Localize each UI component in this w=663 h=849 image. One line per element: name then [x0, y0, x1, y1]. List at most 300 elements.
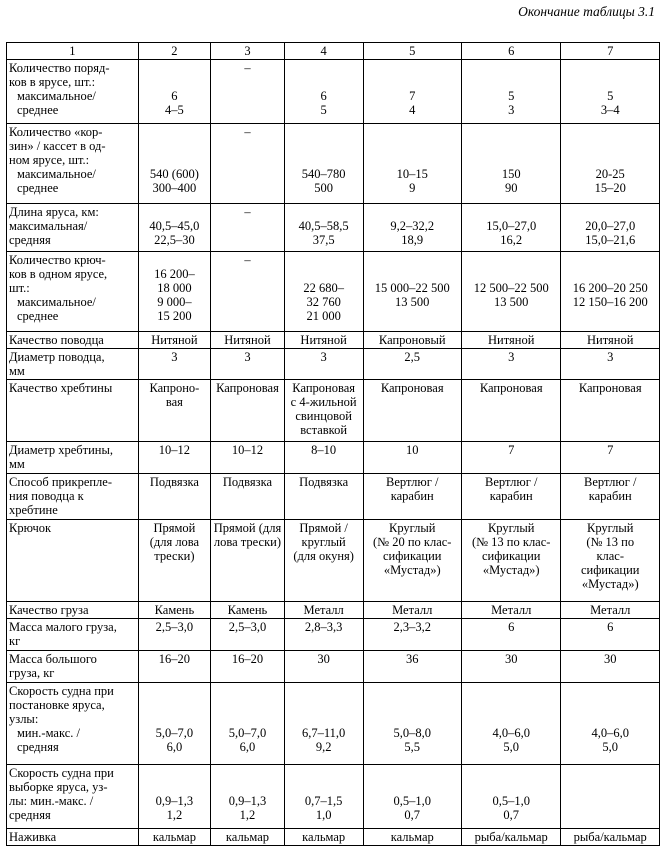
row-label-line: Масса малого груза,	[9, 620, 117, 634]
value-cell	[561, 520, 660, 602]
value-line: «Мустад»)	[482, 563, 540, 577]
value-cell	[561, 474, 660, 520]
value-line	[464, 61, 559, 75]
value-line	[563, 712, 657, 726]
value-line: 16,2	[500, 233, 523, 247]
value-line: 0,7–1,5	[304, 794, 343, 808]
value-cell	[284, 60, 363, 124]
value-line: Вертлюг /	[584, 475, 637, 489]
value-line: 7	[409, 89, 416, 103]
value-line: 10–12	[158, 443, 191, 457]
value-line: 90	[504, 181, 518, 195]
value-cell	[461, 332, 561, 349]
value-cell	[211, 60, 285, 124]
value-line	[366, 766, 459, 780]
row-label-line: Крючок	[9, 521, 52, 535]
value-cell	[363, 204, 461, 252]
row-label	[7, 442, 139, 474]
value-line: 7	[508, 443, 515, 457]
header-cell-3: 3	[211, 43, 285, 60]
value-line	[464, 766, 559, 780]
value-line: 3	[171, 350, 178, 364]
value-line: Прямой /	[299, 521, 348, 535]
value-line: 2,5–3,0	[228, 620, 267, 634]
row-label	[7, 683, 139, 765]
row-label-line: кг	[9, 634, 21, 648]
value-line: (для окуня)	[293, 549, 354, 563]
value-line: кальмар	[390, 830, 434, 844]
value-line: Круглый	[487, 521, 535, 535]
value-cell	[363, 602, 461, 619]
value-line: с 4-жильной	[290, 395, 357, 409]
value-line: Капроно-	[149, 381, 200, 395]
value-line: 500	[314, 181, 333, 195]
value-line	[213, 780, 282, 794]
value-line: Прямой	[153, 521, 196, 535]
value-line: 6,0	[166, 740, 183, 754]
row-label	[7, 332, 139, 349]
value-line: 3	[320, 350, 327, 364]
row-label	[7, 60, 139, 124]
value-line: вставкой	[300, 423, 348, 437]
value-line: 9 000–	[157, 295, 192, 309]
value-cell	[284, 520, 363, 602]
value-line: Нитяной	[488, 333, 535, 347]
value-line: кальмар	[225, 830, 270, 844]
value-line: 5	[320, 103, 327, 117]
value-line	[141, 153, 209, 167]
value-cell	[284, 204, 363, 252]
table-row	[7, 520, 660, 602]
value-line: 5,5	[404, 740, 421, 754]
row-label-line: Количество крюч-	[9, 253, 106, 267]
value-line: 5	[607, 89, 614, 103]
row-label-line: Скорость судна при	[9, 766, 114, 780]
value-cell	[561, 651, 660, 683]
table-row	[7, 474, 660, 520]
value-line	[366, 61, 459, 75]
row-label	[7, 204, 139, 252]
value-line: Капроновая	[479, 381, 543, 395]
value-line	[563, 205, 657, 219]
value-line: 18 000	[157, 281, 192, 295]
value-cell	[284, 380, 363, 442]
value-cell	[561, 619, 660, 651]
value-line: Капроновая	[216, 381, 279, 395]
value-line	[464, 125, 559, 139]
row-label	[7, 474, 139, 520]
value-cell	[138, 60, 211, 124]
value-line: 22 680–	[303, 281, 344, 295]
value-line: 37,5	[312, 233, 335, 247]
value-line	[366, 780, 459, 794]
value-line: Капроновая	[578, 381, 642, 395]
value-line: 2,8–3,3	[304, 620, 343, 634]
value-cell	[561, 252, 660, 332]
value-cell	[363, 474, 461, 520]
value-line: карабин	[588, 489, 632, 503]
value-cell	[561, 332, 660, 349]
value-line: кальмар	[302, 830, 346, 844]
value-line	[563, 125, 657, 139]
value-cell	[211, 683, 285, 765]
row-label	[7, 765, 139, 829]
value-line: 1,0	[315, 808, 332, 822]
value-cell	[284, 651, 363, 683]
value-line: 6	[171, 89, 178, 103]
value-line: 5,0	[503, 740, 520, 754]
value-cell	[138, 124, 211, 204]
row-label-line: ния поводца к	[9, 489, 84, 503]
value-line: 32 760	[306, 295, 341, 309]
value-cell	[211, 765, 285, 829]
value-cell	[211, 829, 285, 846]
value-cell	[363, 380, 461, 442]
header-cell-6: 6	[461, 43, 561, 60]
row-label	[7, 380, 139, 442]
value-line	[213, 766, 282, 780]
value-line: «Мустад»)	[581, 577, 639, 591]
value-line	[287, 712, 361, 726]
value-cell	[561, 829, 660, 846]
row-label-line: постановке яруса,	[9, 698, 105, 712]
value-line	[464, 205, 559, 219]
value-line	[563, 698, 657, 712]
value-cell	[284, 829, 363, 846]
row-label-line: средняя	[9, 233, 51, 247]
table-row	[7, 349, 660, 380]
value-cell	[138, 474, 211, 520]
value-cell	[211, 442, 285, 474]
value-cell	[461, 651, 561, 683]
value-line	[366, 267, 459, 281]
value-line	[563, 75, 657, 89]
value-line: рыба/кальмар	[474, 830, 548, 844]
table-row	[7, 683, 660, 765]
table-row	[7, 124, 660, 204]
value-cell	[461, 474, 561, 520]
value-cell	[211, 602, 285, 619]
table-row	[7, 60, 660, 124]
value-cell	[284, 765, 363, 829]
value-line: 2,5	[404, 350, 421, 364]
row-label-line: лы: мин.-макс. /	[9, 794, 94, 808]
table-row	[7, 204, 660, 252]
value-line: клас-	[596, 549, 625, 563]
value-line: 4–5	[165, 103, 184, 117]
value-line: кальмар	[152, 830, 196, 844]
table-caption: Окончание таблицы 3.1	[518, 4, 655, 19]
value-cell	[461, 619, 561, 651]
value-line: Капроновая	[380, 381, 444, 395]
value-line: 10–15	[396, 167, 428, 181]
value-cell	[461, 520, 561, 602]
table-row	[7, 602, 660, 619]
value-cell	[211, 252, 285, 332]
value-line: Металл	[392, 603, 433, 617]
value-line	[464, 684, 559, 698]
row-label	[7, 124, 139, 204]
table-row	[7, 619, 660, 651]
value-line: 3	[244, 350, 251, 364]
header-cell-1: 1	[7, 43, 139, 60]
value-cell	[561, 60, 660, 124]
value-line: 6,0	[239, 740, 256, 754]
value-line	[563, 139, 657, 153]
value-line: 15,0–27,0	[486, 219, 537, 233]
table-row	[7, 252, 660, 332]
value-line: 12 150–16 200	[572, 295, 648, 309]
value-cell	[461, 442, 561, 474]
value-cell	[363, 683, 461, 765]
value-line	[141, 780, 209, 794]
value-line: 0,9–1,3	[155, 794, 194, 808]
row-label	[7, 602, 139, 619]
value-cell	[138, 683, 211, 765]
value-line	[563, 267, 657, 281]
value-line	[141, 61, 209, 75]
row-label-line: Диаметр поводца,	[9, 350, 105, 364]
value-cell	[211, 124, 285, 204]
value-cell	[138, 602, 211, 619]
value-line: 6,7–11,0	[301, 726, 346, 740]
value-line: 0,5–1,0	[393, 794, 431, 808]
row-label-line: узлы:	[9, 712, 39, 726]
row-label-line: ков в ярусе, шт.:	[9, 75, 96, 89]
value-line: 150	[501, 167, 521, 181]
value-line: Камень	[227, 603, 268, 617]
value-line: сификации	[382, 549, 442, 563]
value-line	[563, 253, 657, 267]
value-cell	[461, 829, 561, 846]
value-cell	[561, 380, 660, 442]
value-cell	[138, 765, 211, 829]
value-cell	[363, 442, 461, 474]
row-label-line: Масса большого	[9, 652, 97, 666]
row-label-line: Качество груза	[9, 603, 89, 617]
value-line: 4,0–6,0	[492, 726, 530, 740]
value-line	[563, 61, 657, 75]
value-line: (для лова	[149, 535, 200, 549]
value-line	[287, 253, 361, 267]
value-line: 20,0–27,0	[585, 219, 636, 233]
value-line: Нитяной	[151, 333, 198, 347]
row-label-line: Качество поводца	[9, 333, 104, 347]
value-cell	[363, 124, 461, 204]
value-line: –	[244, 253, 251, 267]
value-line: 15–20	[594, 181, 626, 195]
value-cell	[211, 332, 285, 349]
value-line	[563, 766, 657, 780]
row-label-line: Способ прикрепле-	[9, 475, 113, 489]
value-line	[366, 139, 459, 153]
value-line: 5	[508, 89, 515, 103]
value-line: Капроновый	[378, 333, 446, 347]
row-label	[7, 619, 139, 651]
header-row	[7, 43, 660, 60]
value-line	[464, 712, 559, 726]
value-line: 1,2	[239, 808, 256, 822]
value-cell	[461, 765, 561, 829]
value-line: 4	[409, 103, 416, 117]
value-line: 0,9–1,3	[228, 794, 267, 808]
value-line	[464, 153, 559, 167]
value-cell	[138, 651, 211, 683]
value-line	[141, 712, 209, 726]
value-line	[287, 75, 361, 89]
value-line: карабин	[489, 489, 533, 503]
value-line	[141, 125, 209, 139]
value-line	[366, 153, 459, 167]
row-label-line: средняя	[17, 740, 59, 754]
value-line: 40,5–58,5	[298, 219, 349, 233]
value-line: 9	[409, 181, 416, 195]
row-label-line: груза, кг	[9, 666, 55, 680]
value-cell	[284, 602, 363, 619]
value-line: (№ 13 по	[586, 535, 635, 549]
value-line: Металл	[491, 603, 532, 617]
value-line	[464, 75, 559, 89]
value-cell	[561, 349, 660, 380]
value-line: 3	[508, 350, 515, 364]
value-line: –	[244, 61, 251, 75]
value-cell	[461, 602, 561, 619]
value-line: 40,5–45,0	[149, 219, 200, 233]
row-label	[7, 520, 139, 602]
value-cell	[461, 349, 561, 380]
value-line	[287, 125, 361, 139]
value-line	[287, 698, 361, 712]
value-line: 18,9	[401, 233, 424, 247]
table-row	[7, 332, 660, 349]
value-line: Подвязка	[149, 475, 199, 489]
row-label-line: максимальное/	[17, 295, 96, 309]
value-line: «Мустад»)	[383, 563, 441, 577]
value-cell	[138, 349, 211, 380]
value-cell	[461, 124, 561, 204]
value-line: 540–780	[301, 167, 346, 181]
value-line	[366, 712, 459, 726]
value-cell	[363, 829, 461, 846]
value-line: 16–20	[231, 652, 264, 666]
value-line	[213, 698, 282, 712]
value-cell	[284, 252, 363, 332]
header-cell-2: 2	[138, 43, 211, 60]
value-cell	[211, 380, 285, 442]
value-cell	[363, 765, 461, 829]
row-label-line: зин» / кассет в од-	[9, 139, 106, 153]
row-label-line: максимальное/	[17, 89, 96, 103]
value-cell	[138, 332, 211, 349]
row-label-line: среднее	[17, 309, 59, 323]
table-row	[7, 380, 660, 442]
value-line	[464, 253, 559, 267]
value-cell	[211, 474, 285, 520]
value-line	[141, 766, 209, 780]
value-line: Камень	[154, 603, 195, 617]
value-line: 16–20	[158, 652, 191, 666]
value-line: Нитяной	[587, 333, 634, 347]
value-line: 22,5–30	[154, 233, 195, 247]
value-cell	[461, 60, 561, 124]
value-line: 9,2	[315, 740, 332, 754]
table-row	[7, 829, 660, 846]
value-line: 21 000	[306, 309, 341, 323]
value-cell	[138, 829, 211, 846]
value-line	[464, 698, 559, 712]
value-line	[366, 125, 459, 139]
row-label-line: мин.-макс. /	[17, 726, 80, 740]
value-cell	[461, 683, 561, 765]
value-line: Вертлюг /	[485, 475, 538, 489]
value-line: –	[244, 205, 251, 219]
value-line: 12 500–22 500	[473, 281, 549, 295]
value-line: Металл	[590, 603, 631, 617]
value-cell	[138, 204, 211, 252]
value-cell	[138, 619, 211, 651]
value-cell	[363, 520, 461, 602]
value-line	[366, 698, 459, 712]
value-line	[563, 153, 657, 167]
value-line: –	[244, 125, 251, 139]
value-cell	[561, 602, 660, 619]
value-line: 2,3–3,2	[393, 620, 431, 634]
value-line: Нитяной	[224, 333, 271, 347]
value-line	[366, 684, 459, 698]
value-line: Вертлюг /	[386, 475, 439, 489]
value-line: (№ 13 по клас-	[471, 535, 551, 549]
value-cell	[284, 683, 363, 765]
value-line: Металл	[303, 603, 344, 617]
value-cell	[211, 204, 285, 252]
value-line	[141, 253, 209, 267]
value-cell	[211, 619, 285, 651]
value-line: 540 (600)	[149, 167, 199, 181]
value-cell	[284, 349, 363, 380]
value-line	[464, 780, 559, 794]
value-line	[366, 205, 459, 219]
header-cell-5: 5	[363, 43, 461, 60]
value-line: 8–10	[311, 443, 337, 457]
value-cell	[461, 204, 561, 252]
row-label-line: среднее	[17, 181, 59, 195]
value-line	[141, 205, 209, 219]
value-cell	[138, 520, 211, 602]
value-line	[213, 712, 282, 726]
value-cell	[211, 349, 285, 380]
value-cell	[363, 60, 461, 124]
row-label	[7, 252, 139, 332]
row-label-line: Наживка	[9, 830, 57, 844]
value-cell	[284, 442, 363, 474]
value-line: 36	[405, 652, 419, 666]
row-label-line: ном ярусе, шт.:	[9, 153, 90, 167]
row-label-line: среднее	[17, 103, 59, 117]
value-line: 6	[320, 89, 327, 103]
row-label-line: максимальное/	[17, 167, 96, 181]
value-line: 30	[603, 652, 617, 666]
row-label-line: средняя	[9, 808, 51, 822]
table-row	[7, 765, 660, 829]
value-line	[287, 766, 361, 780]
value-line	[287, 139, 361, 153]
value-line	[287, 205, 361, 219]
value-line: 5,0	[602, 740, 619, 754]
row-label-line: Количество поряд-	[9, 61, 110, 75]
value-cell	[461, 380, 561, 442]
value-line: круглый	[301, 535, 346, 549]
value-line: 0,7	[404, 808, 421, 822]
